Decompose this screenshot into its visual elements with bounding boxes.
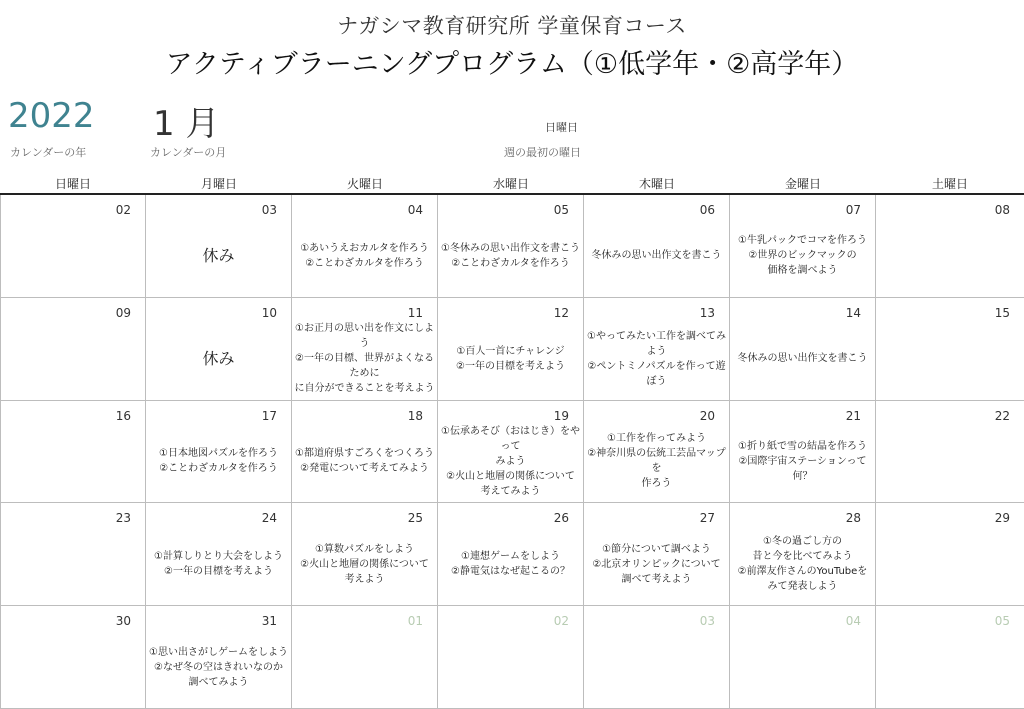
day-number: 02 (115, 203, 131, 217)
week-start-day: 日曜日 (545, 121, 578, 134)
weekday-header-fri: 金曜日 (784, 177, 821, 191)
weekday-header-tue: 火曜日 (346, 177, 383, 191)
calendar-day-cell[interactable] (438, 195, 584, 298)
calendar-day-cell[interactable] (146, 195, 292, 298)
day-number: 01 (407, 614, 423, 629)
calendar-day-cell[interactable] (876, 606, 1024, 709)
day-number: 31 (261, 614, 277, 629)
day-number: 29 (994, 511, 1010, 526)
day-activity: ①日本地図パズルを作ろう ②ことわざカルタを作ろう (159, 448, 278, 475)
day-number: 30 (115, 614, 131, 629)
calendar-day-cell[interactable] (876, 503, 1024, 606)
calendar-month: 1 月 (153, 104, 220, 144)
calendar-day-cell[interactable] (146, 401, 292, 504)
calendar-day-cell[interactable] (584, 401, 730, 504)
day-activity: ①思い出さがしゲームをしよう ②なぜ冬の空はきれいなのか 調べてみよう (149, 646, 288, 688)
day-number: 03 (699, 614, 715, 629)
calendar-day-cell[interactable] (584, 298, 730, 401)
day-number: 27 (699, 511, 715, 526)
calendar-day-cell[interactable] (0, 298, 146, 401)
day-activity: ①算数パズルをしよう ②火山と地層の関係について 考えよう (300, 543, 429, 585)
weekday-header-thu: 木曜日 (638, 177, 675, 191)
day-number: 09 (115, 305, 131, 320)
calendar-day-cell[interactable] (438, 503, 584, 606)
day-number: 05 (994, 614, 1010, 629)
organization-name: ナガシマ教育研究所 学童保育コース (337, 14, 687, 38)
day-number: 10 (261, 305, 277, 320)
day-number: 12 (553, 305, 569, 320)
day-number: 08 (994, 203, 1010, 217)
day-number: 07 (845, 203, 861, 217)
day-number: 15 (994, 305, 1010, 320)
calendar-day-cell[interactable] (0, 401, 146, 504)
calendar-day-cell[interactable] (0, 195, 146, 298)
day-number: 16 (115, 408, 131, 423)
weekday-header-wed: 水曜日 (492, 177, 529, 191)
day-activity: ①牛乳パックでコマを作ろう ②世界のビックマックの 価格を調べよう (738, 235, 867, 277)
day-number: 04 (407, 203, 423, 217)
day-number: 17 (261, 408, 277, 423)
day-activity: ①冬休みの思い出作文を書こう ②ことわざカルタを作ろう (441, 242, 580, 269)
day-number: 23 (115, 511, 131, 526)
day-activity: 休み (202, 246, 235, 266)
calendar-day-cell[interactable] (292, 195, 438, 298)
day-activity: ①お正月の思い出を作文にしよう ②一年の目標、世界がよくなるために に自分ができることを考えよう (294, 323, 435, 395)
day-number: 03 (261, 203, 277, 217)
day-number: 02 (553, 614, 569, 629)
calendar-day-cell[interactable] (730, 606, 876, 709)
day-number: 21 (845, 408, 861, 423)
day-activity: ①計算しりとり大会をしよう ②一年の目標を考えよう (154, 551, 283, 578)
day-activity: ①連想ゲームをしよう ②静電気はなぜ起こるの？ (451, 551, 570, 578)
day-activity: ①伝承あそび（おはじき）をやって みよう ②火山と地層の関係について 考えてみよう (441, 426, 580, 497)
day-number: 20 (699, 408, 715, 423)
weekday-header-row (0, 175, 1024, 195)
calendar-day-cell[interactable] (292, 298, 438, 401)
page-title: アクティブラーニングプログラム（①低学年・②高学年） (165, 49, 859, 80)
calendar-day-cell[interactable] (438, 401, 584, 504)
calendar-day-cell[interactable] (730, 401, 876, 504)
weekday-header-sat: 土曜日 (931, 177, 968, 191)
day-activity: 冬休みの思い出作文を書こう (737, 353, 868, 365)
day-number: 24 (261, 511, 277, 526)
day-number: 05 (553, 203, 569, 217)
calendar-day-cell[interactable] (876, 298, 1024, 401)
day-activity: ①やってみたい工作を調べてみよう ②ペントミノパズルを作って遊ぼう (587, 330, 726, 387)
day-number: 06 (699, 203, 715, 217)
calendar-day-cell[interactable] (438, 606, 584, 709)
calendar-day-cell[interactable] (730, 195, 876, 298)
week-start-day-caption: 週の最初の曜日 (504, 146, 581, 159)
calendar-day-cell[interactable] (146, 503, 292, 606)
calendar-year-caption: カレンダーの年 (10, 146, 87, 159)
day-activity: 休み (202, 349, 235, 369)
day-number: 26 (553, 511, 569, 526)
calendar-day-cell[interactable] (584, 606, 730, 709)
calendar-day-cell[interactable] (0, 606, 146, 709)
calendar-day-cell[interactable] (292, 503, 438, 606)
calendar-day-cell[interactable] (292, 606, 438, 709)
day-number: 22 (994, 408, 1010, 423)
calendar-year: 2022 (8, 96, 95, 136)
calendar-day-cell[interactable] (0, 503, 146, 606)
calendar-day-cell[interactable] (584, 195, 730, 298)
day-activity: 冬休みの思い出作文を書こう (591, 250, 722, 262)
day-activity: ①折り紙で雪の結晶を作ろう ②国際宇宙ステーションって何？ (738, 440, 867, 482)
calendar-day-cell[interactable] (146, 606, 292, 709)
calendar-grid (0, 195, 1024, 709)
day-number: 28 (845, 511, 861, 526)
day-number: 14 (845, 305, 861, 320)
day-activity: ①あいうえおカルタを作ろう ②ことわざカルタを作ろう (300, 242, 429, 269)
calendar-month-caption: カレンダーの月 (150, 146, 227, 159)
calendar-day-cell[interactable] (876, 401, 1024, 504)
weekday-header-sun: 日曜日 (54, 177, 91, 191)
calendar-day-cell[interactable] (730, 503, 876, 606)
calendar-day-cell[interactable] (876, 195, 1024, 298)
day-activity: ①都道府県すごろくをつくろう ②発電について考えてみよう (295, 448, 434, 475)
day-activity: ①冬の過ごし方の 昔と今を比べてみよう ②前澤友作さんのYouTubeを みて発表しよう (737, 536, 868, 593)
calendar-day-cell[interactable] (438, 298, 584, 401)
day-number: 25 (407, 511, 423, 526)
calendar-day-cell[interactable] (584, 503, 730, 606)
calendar-day-cell[interactable] (146, 298, 292, 401)
day-number: 11 (407, 305, 423, 320)
day-number: 04 (845, 614, 861, 629)
day-number: 18 (407, 408, 423, 423)
day-activity: ①工作を作ってみよう ②神奈川県の伝統工芸品マップを 作ろう (587, 433, 726, 490)
calendar-day-cell[interactable] (730, 298, 876, 401)
calendar-day-cell[interactable] (292, 401, 438, 504)
day-activity: ①百人一首にチャレンジ ②一年の目標を考えよう (456, 345, 565, 372)
day-number: 19 (553, 408, 569, 423)
day-activity: ①節分について調べよう ②北京オリンピックについて 調べて考えよう (592, 543, 721, 585)
weekday-header-mon: 月曜日 (200, 177, 237, 191)
day-number: 13 (699, 305, 715, 320)
